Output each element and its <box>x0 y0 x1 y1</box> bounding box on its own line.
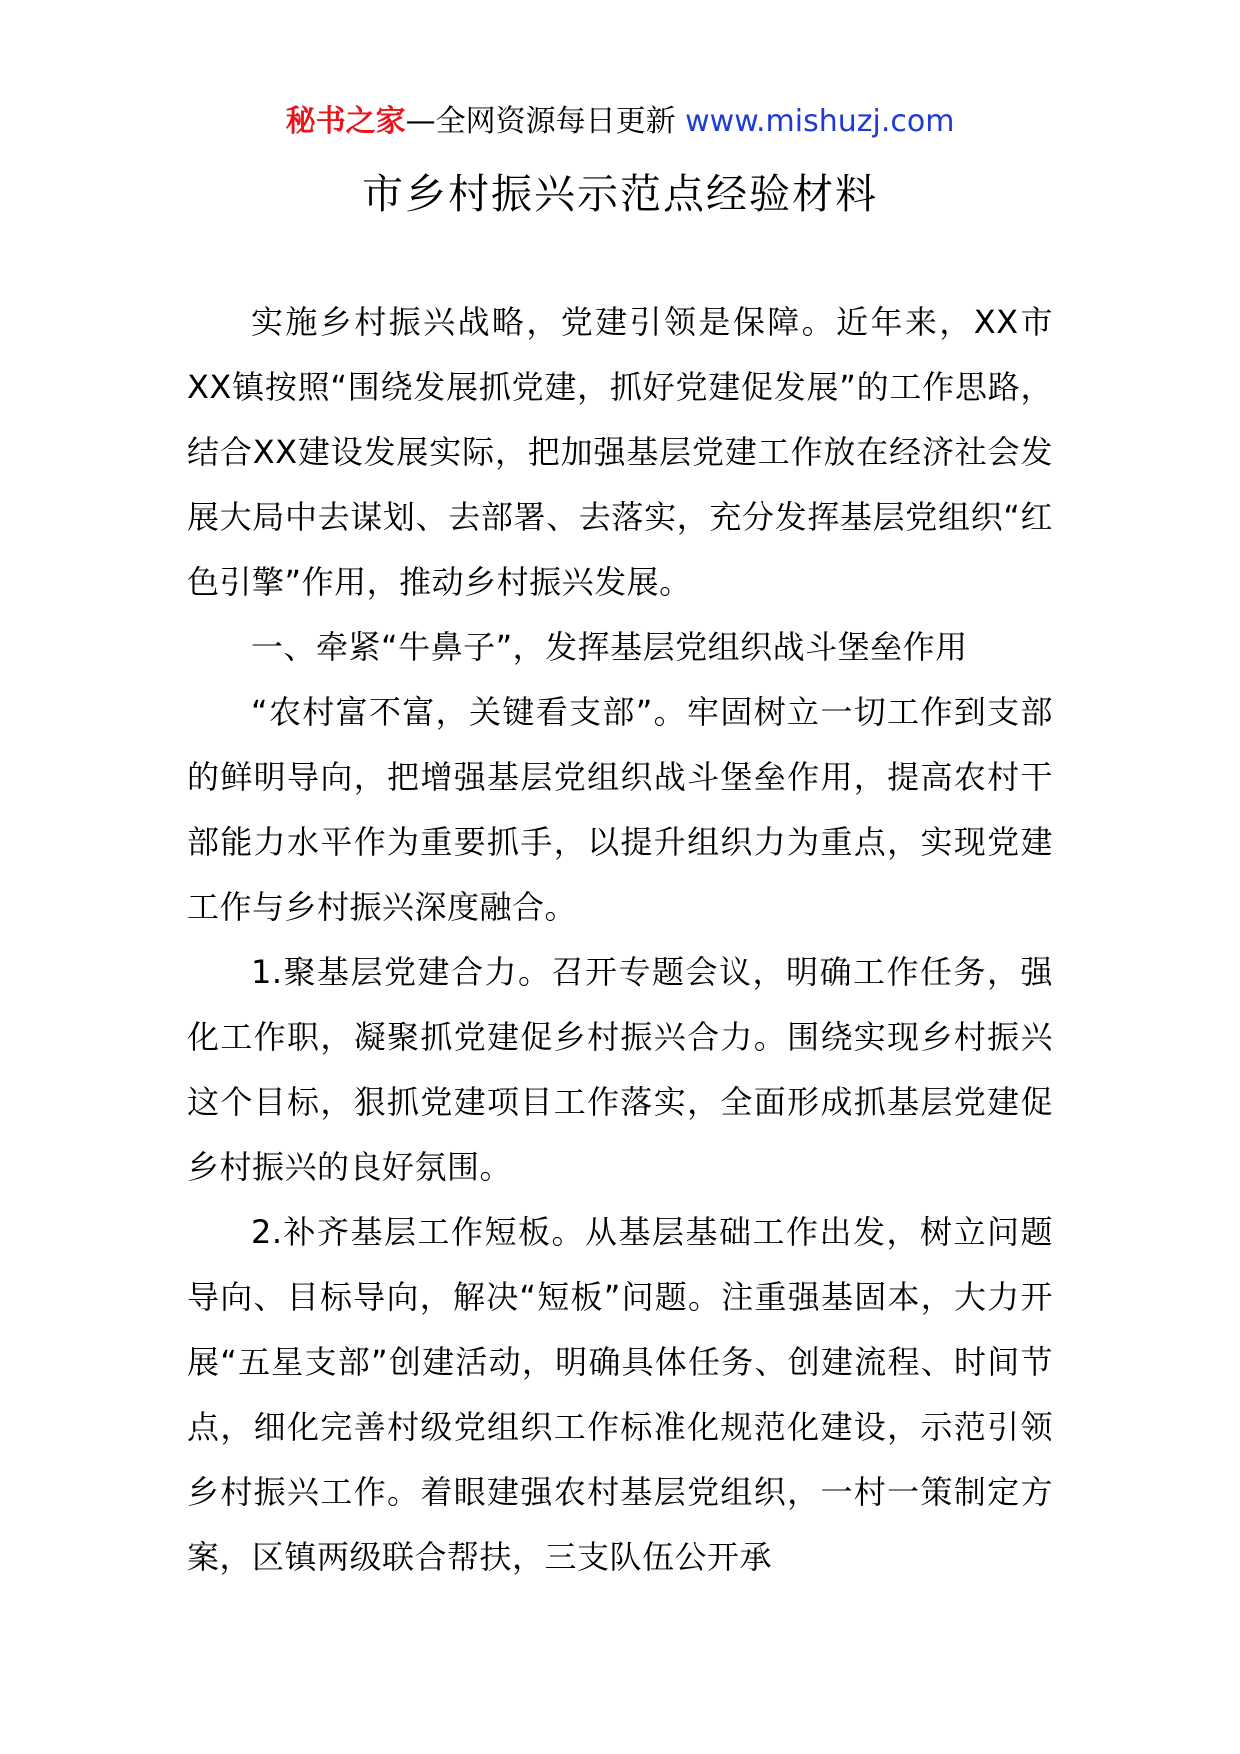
paragraph-item-2: 2.补齐基层工作短板。从基层基础工作出发，树立问题导向、目标导向，解决“短板”问题。注重强基固本，大力开展“五星支部”创建活动，明确具体任务、创建流程、时间节点，细化完善村级党组织工作标准化规范化建设，示范引领乡村振兴工作。着眼建强农村基层党组织，一村一策制定方案，区镇两级联合帮扶，三支队伍公开承 <box>187 1213 1053 1576</box>
paragraph-intro: 实施乡村振兴战略，党建引领是保障。近年来，XX市XX镇按照“围绕发展抓党建，抓好党建促发展”的工作思路，结合XX建设发展实际，把加强基层党建工作放在经济社会发展大局中去谋划、去部署、去落实，充分发挥基层党组织“红色引擎”作用，推动乡村振兴发展。 <box>187 303 1053 601</box>
paragraph-section-1-intro: “农村富不富，关键看支部”。牢固树立一切工作到支部的鲜明导向，把增强基层党组织战斗堡垒作用，提高农村干部能力水平作为重要抓手，以提升组织力为重点，实现党建工作与乡村振兴深度融合。 <box>187 693 1053 926</box>
section-heading-1: 一、牵紧“牛鼻子”，发挥基层党组织战斗堡垒作用 <box>251 628 968 666</box>
site-tagline: —全网资源每日更新 <box>405 104 676 139</box>
site-header <box>0 102 1240 142</box>
document-title: 市乡村振兴示范点经验材料 <box>362 170 878 218</box>
site-url-link[interactable]: www.mishuzj.com <box>685 104 955 139</box>
site-brand: 秘书之家 <box>285 104 406 139</box>
paragraph-item-1: 1.聚基层党建合力。召开专题会议，明确工作任务，强化工作职，凝聚抓党建促乡村振兴合力。围绕实现乡村振兴这个目标，狠抓党建项目工作落实，全面形成抓基层党建促乡村振兴的良好氛围。 <box>187 953 1053 1186</box>
document-body <box>187 290 1053 1590</box>
